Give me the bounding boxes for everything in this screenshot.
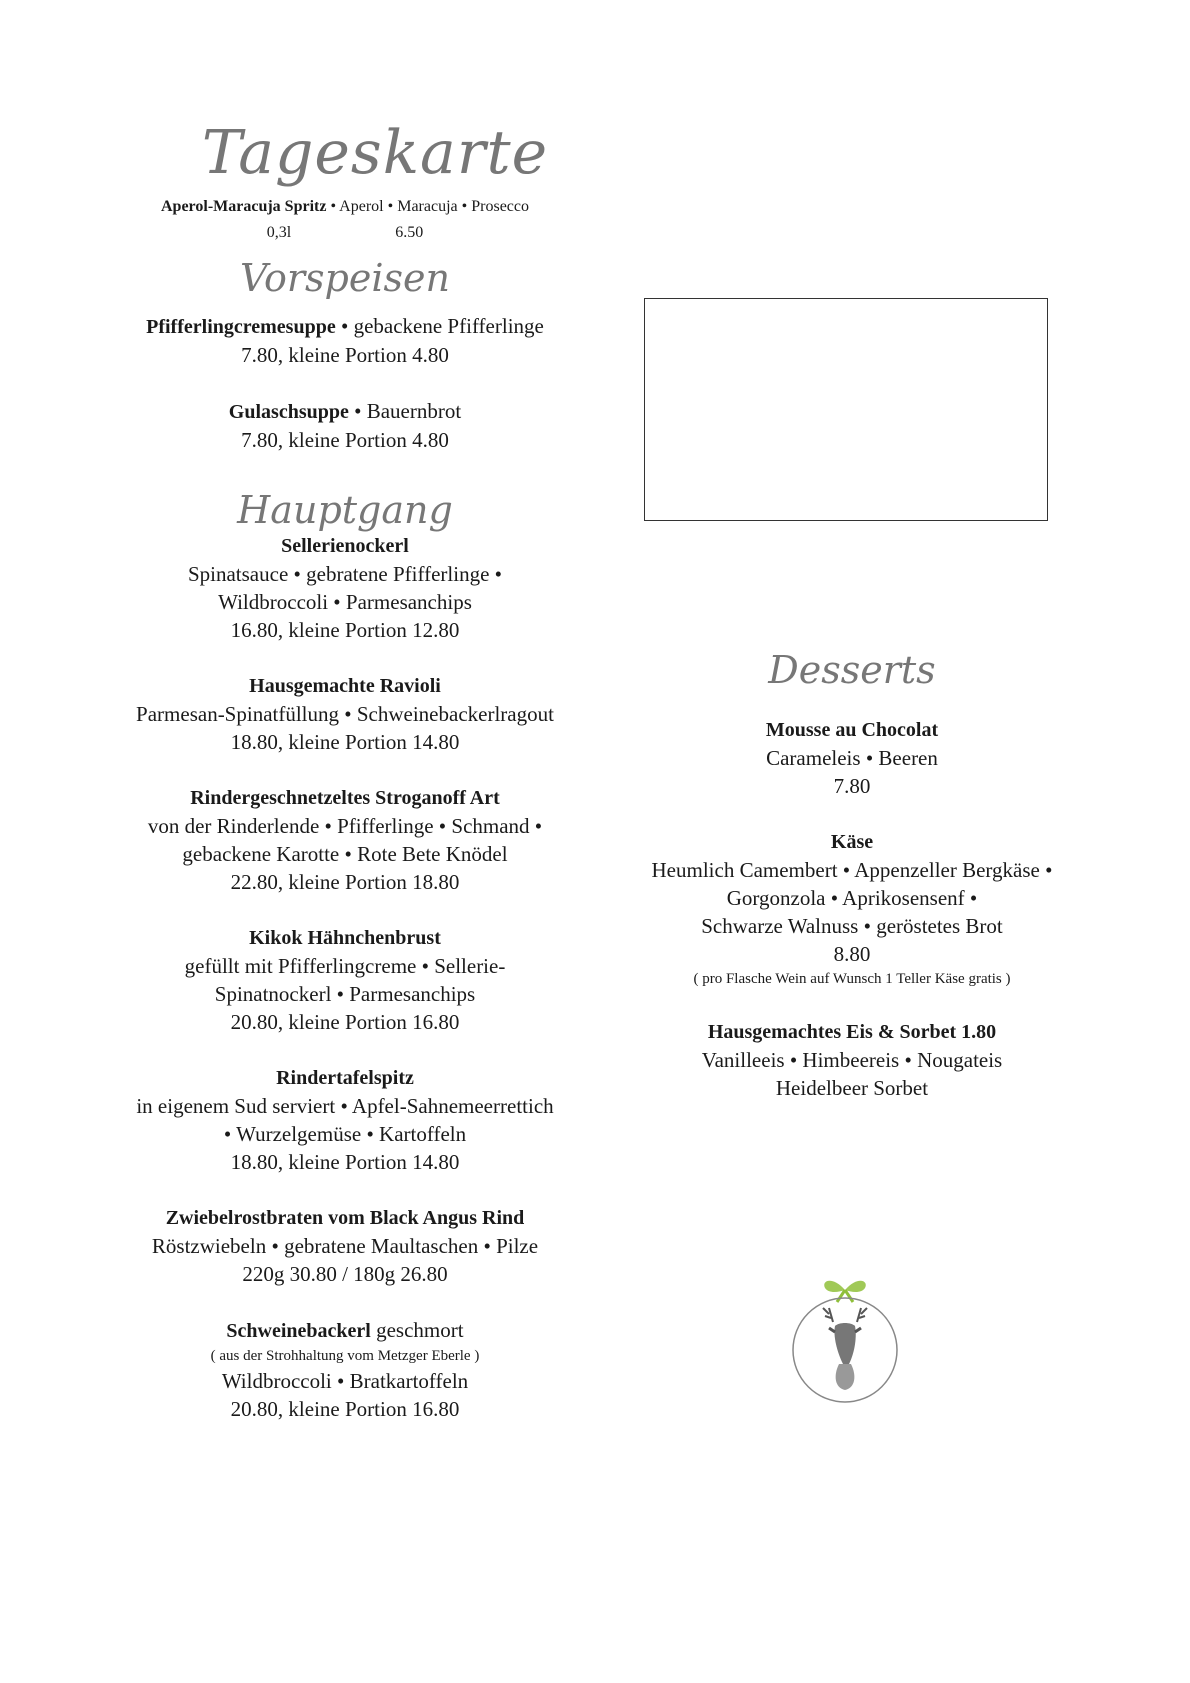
dish-name: Hausgemachtes Eis & Sorbet 1.80 (707, 1021, 997, 1043)
page-title: Tageskarte (201, 118, 549, 188)
dish-price: 220g 30.80 / 180g 26.80 (242, 1262, 448, 1286)
dish-line: Carameleis • Beeren (766, 746, 938, 770)
drink-ingredient: Maracuja (397, 198, 458, 215)
dish-name: Käse (830, 831, 874, 853)
image-placeholder (644, 298, 1048, 521)
dish-price: 22.80, kleine Portion 18.80 (230, 870, 460, 894)
dish-price: 7.80, kleine Portion 4.80 (241, 343, 449, 367)
drink-ingredient: Prosecco (471, 198, 529, 215)
menu-item (90, 1316, 600, 1423)
deer-icon (785, 1272, 905, 1408)
dish-name: Mousse au Chocolat (765, 719, 939, 741)
dish-desc: gebackene Pfifferlinge (353, 314, 544, 338)
menu-item (612, 716, 1092, 800)
dish-name: Gulaschsuppe (228, 401, 349, 423)
dish-line: Spinatnockerl • Parmesanchips (214, 982, 476, 1006)
dish-line: Wildbroccoli • Bratkartoffeln (221, 1369, 469, 1393)
drink-special: Aperol-Maracuja Spritz • Aperol • Maracuja • Prosecco 0,3l 6.50 (90, 194, 600, 246)
dish-note: ( aus der Strohhaltung vom Metzger Eberle ) (210, 1348, 480, 1364)
dish-price: 7.80 (833, 774, 871, 798)
drink-price: 6.50 (395, 224, 424, 241)
menu-item (90, 924, 600, 1036)
dish-name-suffix: geschmort (370, 1318, 464, 1342)
dish-line: gefüllt mit Pfifferlingcreme • Sellerie- (184, 954, 506, 978)
menu-item: Pfifferlingcremesuppe • gebackene Pfifferlinge 7.80, kleine Portion 4.80 (90, 312, 600, 369)
dish-note: ( pro Flasche Wein auf Wunsch 1 Teller Käse gratis ) (693, 971, 1011, 987)
menu-item (90, 672, 600, 756)
left-column (90, 118, 600, 1451)
menu-item (90, 1204, 600, 1288)
dish-name: Rindertafelspitz (276, 1067, 414, 1089)
dish-name: Hausgemachte Ravioli (249, 675, 441, 697)
menu-item (90, 784, 600, 896)
dish-desc: Bauernbrot (366, 399, 462, 423)
right-column (612, 644, 1092, 1130)
drink-ingredient: Aperol (339, 198, 384, 215)
dish-line: Heumlich Camembert • Appenzeller Bergkäse • (651, 858, 1053, 882)
dish-line: Schwarze Walnuss • geröstetes Brot (701, 914, 1003, 938)
dish-name: Sellerienockerl (281, 535, 409, 557)
dish-line: Parmesan-Spinatfüllung • Schweinebackerlragout (136, 702, 554, 726)
section-heading-desserts: Desserts (768, 648, 936, 692)
dish-line: • Wurzelgemüse • Kartoffeln (223, 1122, 467, 1146)
dish-price: 16.80, kleine Portion 12.80 (230, 618, 460, 642)
dish-line: in eigenem Sud serviert • Apfel-Sahnemeerrettich (136, 1094, 554, 1118)
dish-price: 18.80, kleine Portion 14.80 (230, 730, 460, 754)
menu-item: Gulaschsuppe • Bauernbrot 7.80, kleine Portion 4.80 (90, 397, 600, 454)
dish-name: Zwiebelrostbraten vom Black Angus Rind (165, 1207, 525, 1229)
dish-price: 20.80, kleine Portion 16.80 (230, 1397, 460, 1421)
drink-volume: 0,3l (266, 224, 292, 241)
dish-line: Spinatsauce • gebratene Pfifferlinge • (187, 562, 503, 586)
section-heading-hauptgang: Hauptgang (237, 488, 453, 532)
dish-name: Kikok Hähnchenbrust (249, 927, 441, 949)
dish-price: 18.80, kleine Portion 14.80 (230, 1150, 460, 1174)
dish-name: Pfifferlingcremesuppe (146, 316, 336, 338)
dish-line: Wildbroccoli • Parmesanchips (218, 590, 472, 614)
menu-item (90, 1064, 600, 1176)
section-heading-vorspeisen: Vorspeisen (240, 256, 450, 300)
dish-line: Vanilleeis • Himbeereis • Nougateis (701, 1048, 1003, 1072)
dish-line: von der Rinderlende • Pfifferlinge • Schmand • (147, 814, 543, 838)
dish-name: Schweinebackerl (226, 1320, 371, 1342)
menu-item (90, 532, 600, 644)
dish-price: 7.80, kleine Portion 4.80 (241, 428, 449, 452)
restaurant-logo (785, 1272, 905, 1408)
dish-line: Gorgonzola • Aprikosensenf • (726, 886, 978, 910)
menu-item (612, 1018, 1092, 1102)
dish-line: gebackene Karotte • Rote Bete Knödel (182, 842, 508, 866)
dish-price: 8.80 (833, 942, 871, 966)
dish-name: Rindergeschnetzeltes Stroganoff Art (190, 787, 500, 809)
dish-price: 20.80, kleine Portion 16.80 (230, 1010, 460, 1034)
menu-item (612, 828, 1092, 990)
dish-line: Röstzwiebeln • gebratene Maultaschen • Pilze (151, 1234, 539, 1258)
dish-line: Heidelbeer Sorbet (775, 1076, 929, 1100)
drink-name: Aperol-Maracuja Spritz (161, 198, 327, 215)
